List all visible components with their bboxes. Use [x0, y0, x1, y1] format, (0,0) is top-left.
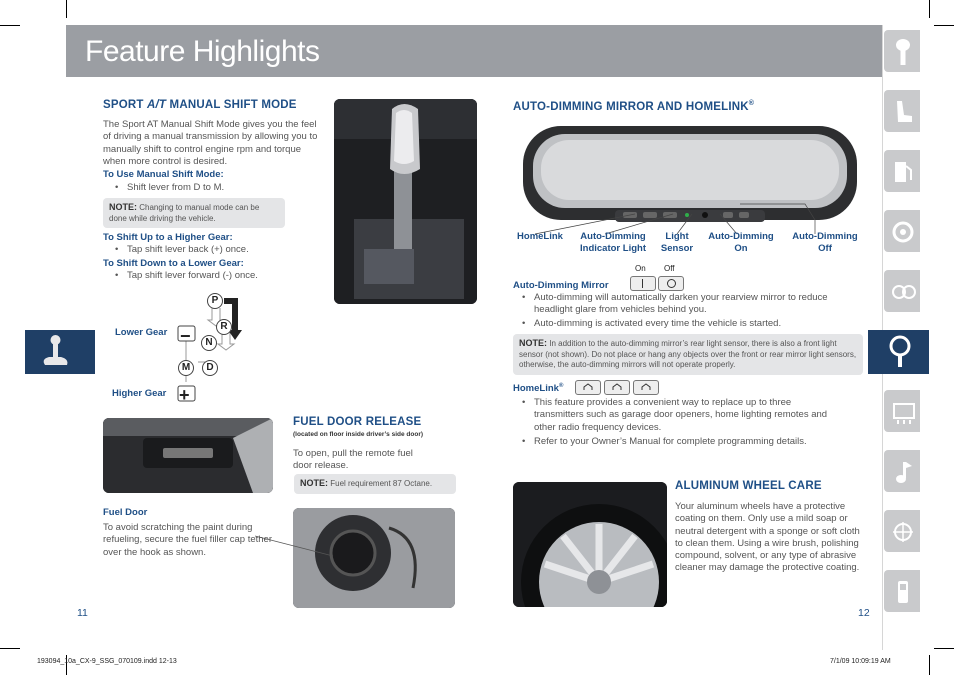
footer-file-info: 193094_10a_CX-9_SSG_070109.indd 12-13: [37, 658, 177, 665]
tab-fuel[interactable]: [884, 150, 920, 192]
shift-up-bullet: • Tap shift lever back (+) once.: [127, 244, 249, 256]
homelink-button-3: [633, 380, 659, 395]
header-bar: [66, 25, 882, 77]
house-icon: [576, 381, 600, 394]
fuel-release-location: (located on floor inside driver’s side door): [293, 431, 424, 438]
key-icon: [892, 38, 914, 66]
adm-bullet-1: • Auto-dimming will automatically darken your rearview mirror to reduce headlight glare from vehicles behind you.: [534, 292, 864, 317]
fuel-release-photo: [103, 418, 273, 493]
homelink-button-2: [604, 380, 630, 395]
tab-climate[interactable]: [884, 390, 920, 432]
tab-gauges[interactable]: [884, 270, 920, 312]
house-icon: [634, 381, 658, 394]
wheel-care-body: Your aluminum wheels have a protective coating on them. Only use a mild soap or neutral detergent with a sponge or soft cloth to clean them. Using a wire brush, polishing compound, solvent, or any type of abrasive cleaner may damage the protective coating.: [675, 501, 860, 574]
label-auto-dimming-off: Auto-Dimming Off: [792, 231, 858, 254]
homelink-bullet-2: • Refer to your Owner’s Manual for complete programming details.: [534, 436, 854, 448]
magnifier-icon: [886, 334, 916, 370]
homelink-button-1: [575, 380, 601, 395]
note-fuel-octane: NOTE: Fuel requirement 87 Octane.: [294, 474, 456, 494]
page-number-right: 12: [858, 607, 870, 619]
note-light-sensor: NOTE: In addition to the auto-dimming mirror’s rear light sensor, there is also a front light sensor (not shown). Do not place or hang any objects over the front or rear mirror light sensors, otherwise, the auto-dimming mirrors will not operate properly.: [513, 334, 863, 375]
sport-title: SPORT A/T MANUAL SHIFT MODE: [103, 99, 297, 111]
crop-mark: [0, 648, 20, 649]
page-title: Feature Highlights: [85, 35, 320, 68]
footer-timestamp: 7/1/09 10:09:19 AM: [830, 658, 891, 665]
note-manual-mode: NOTE: Changing to manual mode can be done while driving the vehicle.: [103, 198, 285, 228]
crop-mark: [929, 0, 930, 18]
adm-bullet-2: • Auto-dimming is activated every time the vehicle is started.: [534, 318, 864, 330]
steering-wheel-icon: [892, 218, 914, 246]
higher-gear-label: Higher Gear: [112, 388, 167, 399]
auto-dimming-off-button: [658, 276, 684, 291]
label-light-sensor: Light Sensor: [660, 231, 694, 254]
tab-seat[interactable]: [884, 90, 920, 132]
on-label: On: [635, 264, 646, 273]
off-label: Off: [664, 264, 675, 273]
fuel-door-release-title: FUEL DOOR RELEASE: [293, 416, 422, 428]
crop-mark: [934, 648, 954, 649]
plus-symbol: +: [179, 385, 190, 405]
house-icon: [605, 381, 629, 394]
auto-dimming-on-button: [630, 276, 656, 291]
homelink-bullet-1: • This feature provides a convenient way to replace up to three transmitters such as garage door openers, home lighting remotes and other radio frequency devices.: [534, 397, 834, 434]
gear-r: R: [216, 319, 232, 335]
label-indicator-light: Auto-Dimming Indicator Light: [580, 231, 646, 254]
use-manual-bullet: • Shift lever from D to M.: [127, 182, 224, 194]
crop-mark: [934, 25, 954, 26]
navigation-icon: [892, 518, 914, 546]
tab-steering[interactable]: [884, 210, 920, 252]
lower-gear-label: Lower Gear: [115, 327, 168, 338]
sport-body: The Sport AT Manual Shift Mode gives you the feel of driving a manual transmission by allowing you to manually shift to control engine rpm and torque when more control is desired.: [103, 119, 318, 167]
use-manual-title: To Use Manual Shift Mode:: [103, 169, 224, 180]
music-note-icon: [892, 458, 914, 486]
fuel-release-body: To open, pull the remote fuel door release.: [293, 448, 413, 472]
gear-n: N: [201, 335, 217, 351]
shift-down-title: To Shift Down to a Lower Gear:: [103, 258, 244, 269]
tab-audio[interactable]: [884, 450, 920, 492]
label-auto-dimming-on: Auto-Dimming On: [708, 231, 774, 254]
callout-line: [255, 532, 335, 562]
auto-dimming-mirror-title: Auto-Dimming Mirror: [513, 280, 609, 291]
shift-lever-photo: [334, 99, 477, 304]
label-homelink: HomeLink: [517, 231, 563, 242]
climate-icon: [892, 398, 916, 426]
shift-lever-icon: [37, 333, 77, 371]
fuel-door-title: Fuel Door: [103, 507, 148, 518]
shift-up-title: To Shift Up to a Higher Gear:: [103, 232, 233, 243]
fuel-pump-icon: [892, 158, 914, 186]
tab-phone[interactable]: [884, 570, 920, 612]
seat-icon: [892, 98, 914, 126]
homelink-title: HomeLink®: [513, 383, 564, 395]
gear-d: D: [202, 360, 218, 376]
phone-icon: [892, 578, 914, 606]
tab-feature-highlights-active[interactable]: [868, 330, 929, 374]
tab-navigation[interactable]: [884, 510, 920, 552]
section-tab-left[interactable]: [25, 330, 95, 374]
wheel-care-title: ALUMINUM WHEEL CARE: [675, 480, 822, 492]
crop-mark: [0, 25, 20, 26]
gear-p: P: [207, 293, 223, 309]
mirror-title: AUTO-DIMMING MIRROR AND HOMELINK®: [513, 100, 755, 113]
gauges-icon: [892, 278, 916, 306]
page-number-left: 11: [77, 607, 88, 619]
aluminum-wheel-photo: [513, 482, 667, 607]
fuel-door-body: To avoid scratching the paint during refueling, secure the fuel filler cap tether over the hook as shown.: [103, 522, 272, 558]
gear-m: M: [178, 360, 194, 376]
shift-down-bullet: • Tap shift lever forward (-) once.: [127, 270, 258, 282]
crop-mark: [929, 655, 930, 675]
crop-mark: [66, 0, 67, 18]
minus-symbol: −: [180, 326, 191, 346]
tab-key[interactable]: [884, 30, 920, 72]
